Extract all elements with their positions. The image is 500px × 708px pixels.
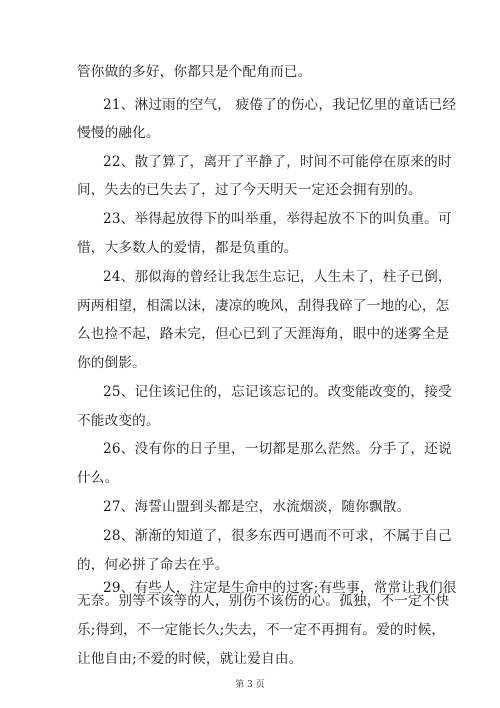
text-line: 28、渐渐的知道了，很多东西可遇而不可求，不属于自己 [103, 528, 452, 544]
text-line: 25、记住该记住的，忘记该忘记的。改变能改变的，接受 [103, 384, 452, 400]
text-line: 22、散了算了，离开了平静了，时间不可能停在原来的时 [103, 154, 452, 170]
text-line: 不能改变的。 [77, 413, 160, 429]
text-line: 27、海誓山盟到头都是空，水流烟淡，随你飘散。 [103, 499, 411, 515]
text-line: 无奈。别等不该等的人，别伤不该伤的心。孤独，不一定不快 [77, 593, 450, 609]
text-line: 的，何必拼了命去在乎。 [77, 557, 229, 573]
text-line: 么也捡不起，路未完，但心已到了天涯海角，眼中的迷雾全是 [77, 326, 450, 342]
text-line: 间，失去的已失去了，过了今天明天一定还会拥有别的。 [77, 182, 422, 198]
text-line: 26、没有你的日子里，一切都是那么茫然。分手了，还说 [103, 441, 452, 457]
text-line: 你的倒影。 [77, 355, 146, 371]
text-line: 两两相望，相濡以沫，凄凉的晚风，刮得我碎了一地的心，怎 [77, 298, 450, 314]
text-line: 管你做的多好，你都只是个配角而已。 [77, 64, 312, 80]
text-line: 什么。 [77, 470, 119, 486]
text-line: 21、淋过雨的空气， 疲倦了的伤心，我记忆里的童话已经 [103, 97, 457, 113]
text-line: 29、有些人，注定是生命中的过客;有些事，常常让我们很 [103, 580, 457, 596]
page-number: 第 3 页 [235, 680, 265, 690]
text-line: 让他自由;不爱的时候，就让爱自由。 [77, 651, 303, 667]
text-line: 23、举得起放得下的叫举重，举得起放不下的叫负重。可 [103, 211, 452, 227]
text-line: 慢慢的融化。 [77, 125, 160, 141]
text-line: 乐;得到，不一定能长久;失去，不一定不再拥有。爱的时候， [77, 622, 446, 638]
text-line: 24、那似海的曾经让我怎生忘记，人生未了，柱子已倒， [103, 269, 452, 285]
text-line: 惜，大多数人的爱情，都是负重的。 [77, 240, 298, 256]
